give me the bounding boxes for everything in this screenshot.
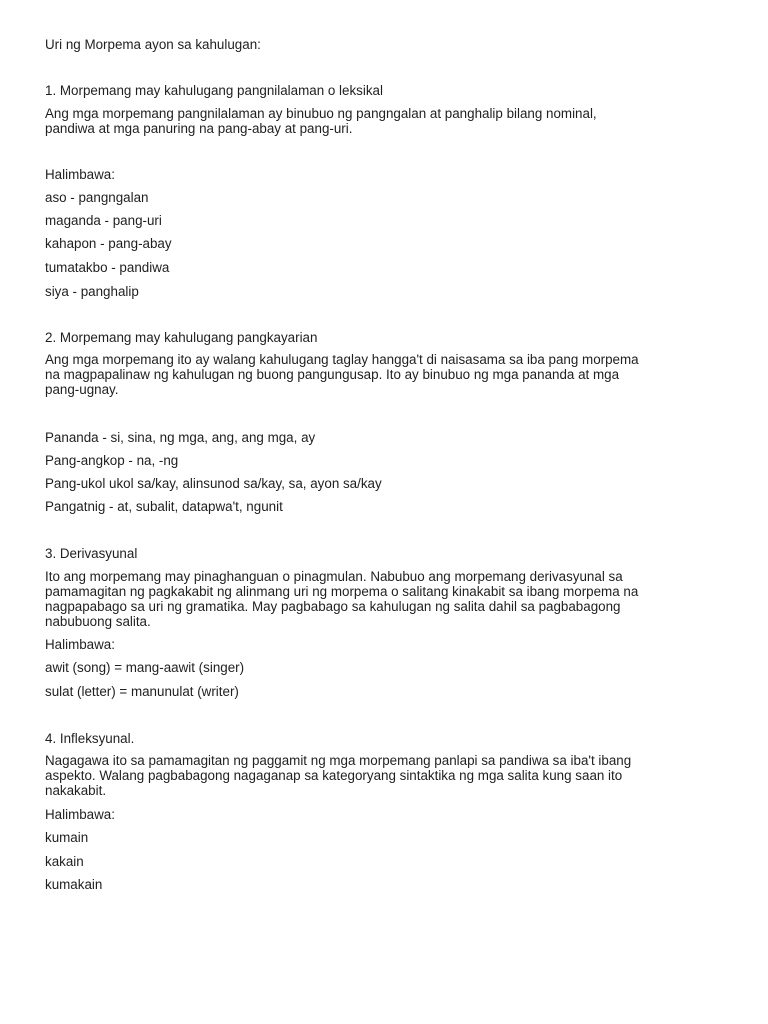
section-3-paragraph [45, 569, 735, 629]
section-1-examples-label: Halimbawa: [45, 167, 115, 182]
example-item: Pananda - si, sina, ng mga, ang, ang mga, ay [45, 430, 316, 445]
example-item: Pang-ukol ukol sa/kay, alinsunod sa/kay, sa, ayon sa/kay [45, 476, 382, 491]
paragraph-line: pandiwa at mga panuring na pang-abay at pang-uri. [45, 121, 353, 136]
paragraph-line: na magpapalinaw ng kahulugan ng buong pangungusap. Ito ay binubuo ng mga pananda at mga [45, 367, 620, 382]
example-item: siya - panghalip [45, 284, 139, 299]
paragraph-line: pamamagitan ng pagkakabit ng alinmang uri ng morpema o salitang kinakabit sa ibang morpema na [45, 584, 639, 599]
paragraph-line: nabubuong salita. [45, 614, 151, 629]
paragraph-line: Ang mga morpemang ito ay walang kahulugang taglay hangga't di naisasama sa iba pang morpema [45, 352, 639, 367]
paragraph-line: nagpapabago sa uri ng gramatika. May pagbabago sa kahulugan ng salita dahil sa pagbabagong [45, 599, 621, 614]
example-item: awit (song) = mang-aawit (singer) [45, 660, 245, 675]
example-item: sulat (letter) = manunulat (writer) [45, 684, 239, 699]
example-item: kumain [45, 830, 89, 845]
example-item: Pang-angkop - na, -ng [45, 453, 179, 468]
paragraph-line: aspekto. Walang pagbabagong nagaganap sa kategoryang sintaktika ng mga salita kung saan ito [45, 768, 623, 783]
example-item: tumatakbo - pandiwa [45, 260, 170, 275]
section-1-paragraph [45, 106, 735, 136]
section-3-examples-label: Halimbawa: [45, 637, 115, 652]
section-2-paragraph [45, 352, 735, 397]
example-item: aso - pangngalan [45, 190, 149, 205]
section-2-heading: 2. Morpemang may kahulugang pangkayarian [45, 330, 318, 345]
section-1-heading: 1. Morpemang may kahulugang pangnilalaman o leksikal [45, 83, 383, 98]
example-item: kakain [45, 854, 84, 869]
paragraph-line: Ang mga morpemang pangnilalaman ay binubuo ng pangngalan at panghalip bilang nominal, [45, 106, 597, 121]
section-4-paragraph [45, 753, 735, 798]
paragraph-line: pang-ugnay. [45, 382, 119, 397]
example-item: kahapon - pang-abay [45, 236, 172, 251]
paragraph-line: nakakabit. [45, 783, 107, 798]
section-3-heading: 3. Derivasyunal [45, 546, 138, 561]
example-item: Pangatnig - at, subalit, datapwa't, ngunit [45, 499, 283, 514]
example-item: kumakain [45, 877, 103, 892]
document-title: Uri ng Morpema ayon sa kahulugan: [45, 37, 261, 52]
example-item: maganda - pang-uri [45, 213, 162, 228]
section-4-heading: 4. Infleksyunal. [45, 731, 135, 746]
section-4-examples-label: Halimbawa: [45, 807, 115, 822]
paragraph-line: Ito ang morpemang may pinaghanguan o pinagmulan. Nabubuo ang morpemang derivasyunal sa [45, 569, 623, 584]
paragraph-line: Nagagawa ito sa pamamagitan ng paggamit ng mga morpemang panlapi sa pandiwa sa iba't ibang [45, 753, 632, 768]
